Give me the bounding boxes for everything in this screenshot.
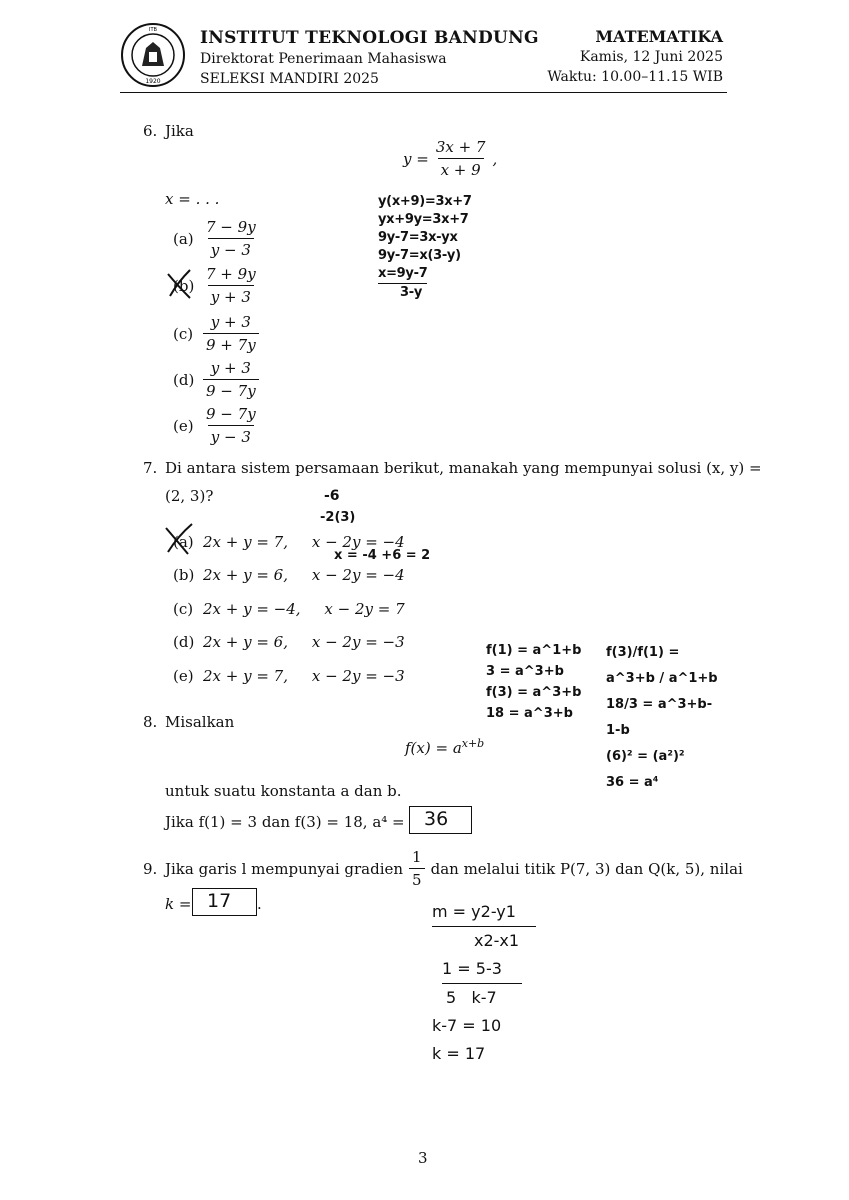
q7-option-eq: 2x + y = 6, x − 2y = −3 xyxy=(203,633,405,651)
q6-eq-lhs: y = xyxy=(403,149,429,168)
q6-ask: x = . . . xyxy=(165,190,220,208)
q7-option-label: (a) xyxy=(173,533,194,551)
q6-option-d[interactable] xyxy=(173,359,259,400)
q8-hw-line: 18 = a^3+b xyxy=(486,706,573,721)
q9-answer-box[interactable] xyxy=(192,888,257,916)
q8-hw-line: (6)² = (a²)² xyxy=(606,749,685,764)
q8-formula-exponent: x+b xyxy=(461,737,485,750)
q6-option-a[interactable] xyxy=(173,218,259,259)
q8-formula xyxy=(405,737,484,757)
svg-text:1920: 1920 xyxy=(145,78,161,85)
page-number: 3 xyxy=(418,1149,428,1167)
q6-option-label: (e) xyxy=(173,416,194,435)
q6-equation xyxy=(403,138,497,179)
q7-number: 7. xyxy=(143,459,158,477)
q7-hw-line: -2(3) xyxy=(320,510,356,525)
q6-hw-line: x=9y-7 xyxy=(378,265,427,284)
q6-option-den: y − 3 xyxy=(208,425,254,446)
q8-hw-line: f(3)/f(1) = a^3+b / a^1+b xyxy=(606,645,718,686)
exam-date: Kamis, 12 Juni 2025 xyxy=(579,49,723,65)
q9-gradient-den: 5 xyxy=(409,868,425,889)
q7-text-line1: Di antara sistem persamaan berikut, manakah yang mempunyai solusi (x, y) = xyxy=(165,459,762,477)
q9-gradient-num: 1 xyxy=(412,848,422,866)
q7-option-label: (d) xyxy=(173,633,195,651)
q6-hw-line: 9y-7=3x-yx xyxy=(378,230,458,245)
q6-option-den: y − 3 xyxy=(208,238,254,259)
q6-hw-line: yx+9y=3x+7 xyxy=(378,212,469,227)
selection-name: SELEKSI MANDIRI 2025 xyxy=(200,71,379,87)
q9-text-a: Jika garis l mempunyai gradien xyxy=(165,859,404,878)
q6-hw-line: 3-y xyxy=(400,285,423,300)
q8-hw-line: 36 = a⁴ xyxy=(606,775,659,790)
q9-tail: . xyxy=(257,895,262,913)
q7-cross-mark xyxy=(162,522,198,556)
q8-formula-base: f(x) = a xyxy=(405,739,462,757)
q8-handwriting-left xyxy=(486,640,581,724)
q6-option-label: (d) xyxy=(173,370,195,389)
q6-eq-fraction xyxy=(433,138,489,179)
q6-option-num: 9 − 7y xyxy=(206,405,256,423)
q6-handwriting xyxy=(378,193,472,302)
q7-option-eq: 2x + y = 7, x − 2y = −4 xyxy=(203,533,405,551)
q9-line1 xyxy=(165,848,743,889)
institution-name: INSTITUT TEKNOLOGI BANDUNG xyxy=(200,28,539,48)
q6-option-num: 7 − 9y xyxy=(206,218,256,236)
q6-option-label: (b) xyxy=(173,276,195,295)
directorate: Direktorat Penerimaan Mahasiswa xyxy=(200,51,447,67)
q7-option-eq: 2x + y = 6, x − 2y = −4 xyxy=(203,566,405,584)
q7-option-eq: 2x + y = 7, x − 2y = −3 xyxy=(203,667,405,685)
subject-title: MATEMATIKA xyxy=(595,27,723,46)
q8-lead: Misalkan xyxy=(165,713,235,731)
q9-hw-line: k = 17 xyxy=(432,1044,486,1063)
q6-option-den: 9 + 7y xyxy=(203,333,259,354)
q6-option-label: (c) xyxy=(173,324,194,343)
q9-hw-line: m = y2-y1 xyxy=(432,898,536,927)
q9-text-b: dan melalui titik P(7, 3) dan Q(k, 5), nilai xyxy=(430,859,743,878)
q8-hw-line: 3 = a^3+b xyxy=(486,664,564,679)
q9-hw-line: 1 = 5-3 xyxy=(442,955,522,984)
q7-option-label: (c) xyxy=(173,600,194,618)
q9-answer: 17 xyxy=(207,890,232,912)
q9-number: 9. xyxy=(143,860,158,878)
q9-hw-line: 5 k-7 xyxy=(446,988,497,1007)
q7-hw-line: -6 xyxy=(324,488,340,504)
q7-option-label: (e) xyxy=(173,667,194,685)
q7-option-b[interactable] xyxy=(173,566,405,584)
q6-option-den: y + 3 xyxy=(208,285,254,306)
q8-constants: untuk suatu konstanta a dan b. xyxy=(165,782,402,800)
q9-handwriting xyxy=(432,898,536,1068)
itb-logo xyxy=(120,22,186,88)
q8-hw-line: f(1) = a^1+b xyxy=(486,643,582,658)
q9-hw-line: x2-x1 xyxy=(474,931,520,950)
q6-option-den: 9 − 7y xyxy=(203,379,259,400)
q6-hw-line: 9y-7=x(3-y) xyxy=(378,248,461,263)
q6-eq-tail: , xyxy=(492,149,498,168)
q6-cross-mark xyxy=(164,268,196,300)
q6-option-e[interactable] xyxy=(173,405,259,446)
q6-option-num: 7 + 9y xyxy=(206,265,256,283)
q6-option-label: (a) xyxy=(173,229,194,248)
q7-option-label: (b) xyxy=(173,566,195,584)
q7-hw-line: x = -4 +6 = 2 xyxy=(334,548,431,563)
header-divider xyxy=(120,92,727,93)
q8-answer: 36 xyxy=(424,808,449,830)
q7-option-e[interactable] xyxy=(173,667,405,685)
q6-option-num: y + 3 xyxy=(210,359,251,377)
q9-k-label: k = xyxy=(165,895,192,913)
q6-option-num: y + 3 xyxy=(210,313,251,331)
q8-handwriting-right xyxy=(606,640,726,796)
q8-question: Jika f(1) = 3 dan f(3) = 18, a⁴ = xyxy=(165,813,405,831)
svg-text:ITB: ITB xyxy=(149,27,157,33)
q8-answer-box[interactable] xyxy=(409,806,472,834)
q7-text-line2: (2, 3)? xyxy=(165,487,214,505)
q6-number: 6. xyxy=(143,122,158,140)
q7-option-c[interactable] xyxy=(173,600,405,618)
q8-hw-line: 18/3 = a^3+b-1-b xyxy=(606,697,713,738)
q6-eq-numerator: 3x + 7 xyxy=(435,138,486,156)
q8-hw-line: f(3) = a^3+b xyxy=(486,685,582,700)
exam-time: Waktu: 10.00–11.15 WIB xyxy=(547,69,723,85)
q7-option-eq: 2x + y = −4, x − 2y = 7 xyxy=(203,600,405,618)
q6-lead: Jika xyxy=(165,122,194,140)
q6-hw-line: y(x+9)=3x+7 xyxy=(378,194,472,209)
q9-hw-line: k-7 = 10 xyxy=(432,1016,502,1035)
q8-number: 8. xyxy=(143,713,158,731)
q6-option-c[interactable] xyxy=(173,313,259,354)
q6-eq-denominator: x + 9 xyxy=(438,158,484,179)
q7-option-d[interactable] xyxy=(173,633,405,651)
